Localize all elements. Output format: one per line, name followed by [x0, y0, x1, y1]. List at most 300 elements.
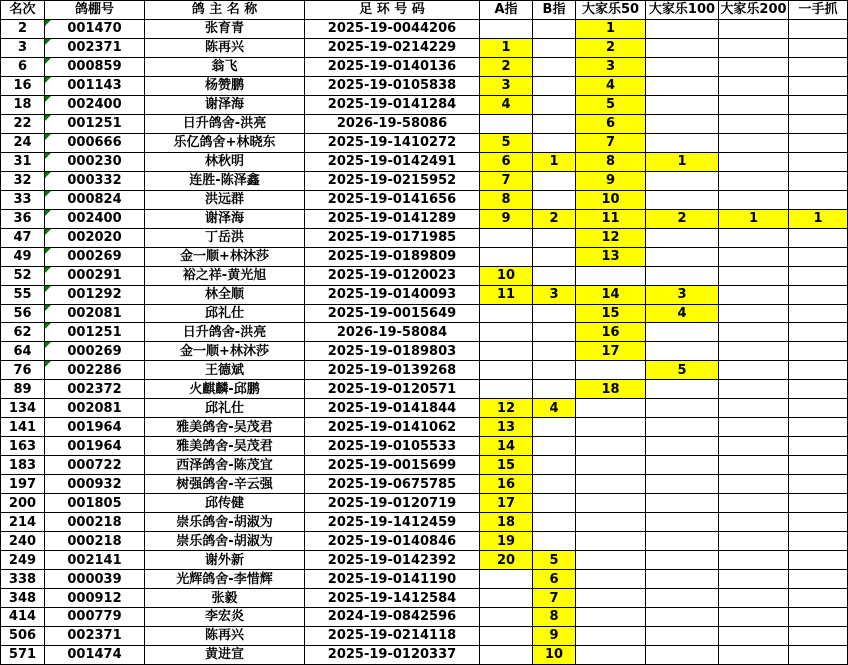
owner-cell[interactable]: 日升鸽舍-洪亮 — [145, 323, 305, 342]
col-header-owner[interactable]: 鸽 主 名 称 — [145, 1, 305, 20]
a-cell[interactable]: 13 — [480, 418, 533, 437]
d200-cell[interactable] — [719, 361, 789, 380]
a-cell[interactable] — [480, 589, 533, 608]
b-cell[interactable]: 6 — [533, 570, 576, 589]
col-header-a[interactable]: A指 — [480, 1, 533, 20]
loft-cell[interactable]: 001964 — [45, 418, 145, 437]
owner-cell[interactable]: 邱礼仕 — [145, 304, 305, 323]
d100-cell[interactable] — [646, 437, 719, 456]
b-cell[interactable] — [533, 228, 576, 247]
d200-cell[interactable] — [719, 608, 789, 627]
d50-cell[interactable] — [576, 570, 646, 589]
d200-cell[interactable] — [719, 418, 789, 437]
a-cell[interactable] — [480, 608, 533, 627]
ring-cell[interactable]: 2025-19-0141190 — [305, 570, 480, 589]
b-cell[interactable] — [533, 494, 576, 513]
loft-cell[interactable]: 002141 — [45, 551, 145, 570]
rank-cell[interactable]: 506 — [1, 626, 45, 645]
a-cell[interactable]: 10 — [480, 266, 533, 285]
loft-cell-with-flag-icon[interactable]: 001470 — [45, 19, 145, 38]
loft-cell-with-flag-icon[interactable]: 001292 — [45, 285, 145, 304]
a-cell[interactable] — [480, 114, 533, 133]
loft-cell-with-flag-icon[interactable]: 002020 — [45, 228, 145, 247]
ring-cell[interactable]: 2025-19-0120337 — [305, 645, 480, 664]
d50-cell[interactable] — [576, 608, 646, 627]
a-cell[interactable] — [480, 19, 533, 38]
a-cell[interactable]: 18 — [480, 513, 533, 532]
d100-cell[interactable] — [646, 589, 719, 608]
b-cell[interactable] — [533, 19, 576, 38]
hand-cell[interactable] — [789, 304, 848, 323]
a-cell[interactable]: 12 — [480, 399, 533, 418]
ring-cell[interactable]: 2025-19-0120719 — [305, 494, 480, 513]
loft-cell-with-flag-icon[interactable]: 000269 — [45, 342, 145, 361]
d100-cell[interactable] — [646, 133, 719, 152]
loft-cell[interactable]: 000932 — [45, 475, 145, 494]
b-cell[interactable] — [533, 475, 576, 494]
d200-cell[interactable] — [719, 285, 789, 304]
hand-cell[interactable] — [789, 190, 848, 209]
loft-cell-with-flag-icon[interactable]: 000824 — [45, 190, 145, 209]
d100-cell[interactable] — [646, 494, 719, 513]
b-cell[interactable] — [533, 418, 576, 437]
d200-cell[interactable] — [719, 645, 789, 664]
hand-cell[interactable] — [789, 19, 848, 38]
d100-cell[interactable] — [646, 532, 719, 551]
d100-cell[interactable] — [646, 266, 719, 285]
a-cell[interactable] — [480, 626, 533, 645]
owner-cell[interactable]: 张育青 — [145, 19, 305, 38]
d50-cell[interactable]: 16 — [576, 323, 646, 342]
ring-cell[interactable]: 2025-19-0140846 — [305, 532, 480, 551]
d200-cell[interactable] — [719, 532, 789, 551]
d100-cell[interactable] — [646, 399, 719, 418]
d200-cell[interactable] — [719, 437, 789, 456]
hand-cell[interactable] — [789, 361, 848, 380]
ring-cell[interactable]: 2026-19-58084 — [305, 323, 480, 342]
d50-cell[interactable] — [576, 645, 646, 664]
d100-cell[interactable]: 1 — [646, 152, 719, 171]
b-cell[interactable] — [533, 76, 576, 95]
ring-cell[interactable]: 2025-19-0140136 — [305, 57, 480, 76]
rank-cell[interactable]: 6 — [1, 57, 45, 76]
d200-cell[interactable] — [719, 133, 789, 152]
rank-cell[interactable]: 64 — [1, 342, 45, 361]
d200-cell[interactable] — [719, 475, 789, 494]
rank-cell[interactable]: 240 — [1, 532, 45, 551]
d100-cell[interactable] — [646, 626, 719, 645]
loft-cell[interactable]: 000722 — [45, 456, 145, 475]
owner-cell[interactable]: 金一顺+林沐莎 — [145, 342, 305, 361]
d50-cell[interactable] — [576, 361, 646, 380]
d200-cell[interactable] — [719, 456, 789, 475]
loft-cell-with-flag-icon[interactable]: 000332 — [45, 171, 145, 190]
d100-cell[interactable] — [646, 228, 719, 247]
rank-cell[interactable]: 2 — [1, 19, 45, 38]
loft-cell[interactable]: 001805 — [45, 494, 145, 513]
hand-cell[interactable] — [789, 38, 848, 57]
d100-cell[interactable]: 3 — [646, 285, 719, 304]
hand-cell[interactable] — [789, 247, 848, 266]
a-cell[interactable]: 5 — [480, 133, 533, 152]
ring-cell[interactable]: 2025-19-0044206 — [305, 19, 480, 38]
owner-cell[interactable]: 陈再兴 — [145, 38, 305, 57]
ring-cell[interactable]: 2025-19-0015649 — [305, 304, 480, 323]
d50-cell[interactable] — [576, 399, 646, 418]
rank-cell[interactable]: 22 — [1, 114, 45, 133]
rank-cell[interactable]: 55 — [1, 285, 45, 304]
b-cell[interactable] — [533, 190, 576, 209]
b-cell[interactable] — [533, 266, 576, 285]
d100-cell[interactable] — [646, 114, 719, 133]
d200-cell[interactable] — [719, 399, 789, 418]
d200-cell[interactable] — [719, 304, 789, 323]
loft-cell-with-flag-icon[interactable]: 000269 — [45, 247, 145, 266]
owner-cell[interactable]: 黄进宣 — [145, 645, 305, 664]
hand-cell[interactable] — [789, 437, 848, 456]
loft-cell[interactable]: 002371 — [45, 626, 145, 645]
rank-cell[interactable]: 89 — [1, 380, 45, 399]
d200-cell[interactable] — [719, 323, 789, 342]
a-cell[interactable] — [480, 570, 533, 589]
col-header-hand[interactable]: 一手抓 — [789, 1, 848, 20]
loft-cell[interactable]: 001474 — [45, 645, 145, 664]
hand-cell[interactable] — [789, 342, 848, 361]
a-cell[interactable]: 19 — [480, 532, 533, 551]
d100-cell[interactable] — [646, 38, 719, 57]
d100-cell[interactable] — [646, 57, 719, 76]
d50-cell[interactable]: 11 — [576, 209, 646, 228]
b-cell[interactable] — [533, 114, 576, 133]
owner-cell[interactable]: 谢泽海 — [145, 95, 305, 114]
d100-cell[interactable] — [646, 513, 719, 532]
ring-cell[interactable]: 2025-19-0675785 — [305, 475, 480, 494]
d50-cell[interactable]: 12 — [576, 228, 646, 247]
ring-cell[interactable]: 2025-19-0140093 — [305, 285, 480, 304]
b-cell[interactable] — [533, 380, 576, 399]
a-cell[interactable]: 1 — [480, 38, 533, 57]
d50-cell[interactable] — [576, 589, 646, 608]
owner-cell[interactable]: 林秋明 — [145, 152, 305, 171]
d200-cell[interactable] — [719, 152, 789, 171]
rank-cell[interactable]: 33 — [1, 190, 45, 209]
hand-cell[interactable] — [789, 228, 848, 247]
d200-cell[interactable] — [719, 38, 789, 57]
owner-cell[interactable]: 乐亿鸽舍+林晓东 — [145, 133, 305, 152]
hand-cell[interactable]: 1 — [789, 209, 848, 228]
b-cell[interactable] — [533, 361, 576, 380]
b-cell[interactable] — [533, 532, 576, 551]
hand-cell[interactable] — [789, 399, 848, 418]
rank-cell[interactable]: 348 — [1, 589, 45, 608]
d100-cell[interactable] — [646, 190, 719, 209]
b-cell[interactable] — [533, 304, 576, 323]
b-cell[interactable] — [533, 95, 576, 114]
loft-cell-with-flag-icon[interactable]: 000666 — [45, 133, 145, 152]
b-cell[interactable]: 9 — [533, 626, 576, 645]
d200-cell[interactable] — [719, 551, 789, 570]
d50-cell[interactable]: 4 — [576, 76, 646, 95]
d200-cell[interactable] — [719, 171, 789, 190]
d50-cell[interactable] — [576, 475, 646, 494]
loft-cell-with-flag-icon[interactable]: 001251 — [45, 323, 145, 342]
hand-cell[interactable] — [789, 494, 848, 513]
ring-cell[interactable]: 2025-19-0105838 — [305, 76, 480, 95]
d200-cell[interactable] — [719, 342, 789, 361]
loft-cell[interactable]: 000218 — [45, 513, 145, 532]
a-cell[interactable] — [480, 645, 533, 664]
ring-cell[interactable]: 2024-19-0842596 — [305, 608, 480, 627]
rank-cell[interactable]: 76 — [1, 361, 45, 380]
col-header-loft[interactable]: 鸽棚号 — [45, 1, 145, 20]
ring-cell[interactable]: 2025-19-0142392 — [305, 551, 480, 570]
ring-cell[interactable]: 2025-19-0215952 — [305, 171, 480, 190]
ring-cell[interactable]: 2025-19-0189809 — [305, 247, 480, 266]
d100-cell[interactable] — [646, 551, 719, 570]
col-header-rank[interactable]: 名次 — [1, 1, 45, 20]
d50-cell[interactable]: 10 — [576, 190, 646, 209]
rank-cell[interactable]: 56 — [1, 304, 45, 323]
rank-cell[interactable]: 49 — [1, 247, 45, 266]
d200-cell[interactable] — [719, 626, 789, 645]
b-cell[interactable]: 1 — [533, 152, 576, 171]
d200-cell[interactable] — [719, 19, 789, 38]
loft-cell-with-flag-icon[interactable]: 002081 — [45, 304, 145, 323]
ring-cell[interactable]: 2025-19-0141289 — [305, 209, 480, 228]
rank-cell[interactable]: 183 — [1, 456, 45, 475]
owner-cell[interactable]: 翁飞 — [145, 57, 305, 76]
ring-cell[interactable]: 2025-19-0141844 — [305, 399, 480, 418]
d100-cell[interactable] — [646, 323, 719, 342]
rank-cell[interactable]: 214 — [1, 513, 45, 532]
d100-cell[interactable] — [646, 456, 719, 475]
col-header-d50[interactable]: 大家乐50 — [576, 1, 646, 20]
loft-cell[interactable]: 000039 — [45, 570, 145, 589]
hand-cell[interactable] — [789, 645, 848, 664]
a-cell[interactable]: 11 — [480, 285, 533, 304]
hand-cell[interactable] — [789, 285, 848, 304]
d100-cell[interactable] — [646, 247, 719, 266]
rank-cell[interactable]: 141 — [1, 418, 45, 437]
owner-cell[interactable]: 谢泽海 — [145, 209, 305, 228]
b-cell[interactable]: 2 — [533, 209, 576, 228]
d50-cell[interactable] — [576, 494, 646, 513]
rank-cell[interactable]: 338 — [1, 570, 45, 589]
b-cell[interactable] — [533, 437, 576, 456]
d100-cell[interactable]: 4 — [646, 304, 719, 323]
owner-cell[interactable]: 树强鸽舍-辛云强 — [145, 475, 305, 494]
d100-cell[interactable] — [646, 475, 719, 494]
loft-cell[interactable]: 002081 — [45, 399, 145, 418]
a-cell[interactable]: 6 — [480, 152, 533, 171]
rank-cell[interactable]: 571 — [1, 645, 45, 664]
loft-cell-with-flag-icon[interactable]: 002371 — [45, 38, 145, 57]
d50-cell[interactable]: 18 — [576, 380, 646, 399]
b-cell[interactable] — [533, 342, 576, 361]
d100-cell[interactable] — [646, 608, 719, 627]
loft-cell[interactable]: 000779 — [45, 608, 145, 627]
hand-cell[interactable] — [789, 456, 848, 475]
a-cell[interactable]: 16 — [480, 475, 533, 494]
loft-cell-with-flag-icon[interactable]: 000230 — [45, 152, 145, 171]
b-cell[interactable] — [533, 323, 576, 342]
owner-cell[interactable]: 连胜-陈泽鑫 — [145, 171, 305, 190]
ring-cell[interactable]: 2025-19-0120023 — [305, 266, 480, 285]
d200-cell[interactable] — [719, 570, 789, 589]
d50-cell[interactable]: 1 — [576, 19, 646, 38]
ring-cell[interactable]: 2025-19-0214229 — [305, 38, 480, 57]
rank-cell[interactable]: 16 — [1, 76, 45, 95]
hand-cell[interactable] — [789, 323, 848, 342]
ring-cell[interactable]: 2025-19-0105533 — [305, 437, 480, 456]
rank-cell[interactable]: 163 — [1, 437, 45, 456]
d50-cell[interactable] — [576, 513, 646, 532]
loft-cell-with-flag-icon[interactable]: 002286 — [45, 361, 145, 380]
b-cell[interactable]: 10 — [533, 645, 576, 664]
d100-cell[interactable] — [646, 19, 719, 38]
owner-cell[interactable]: 谢外新 — [145, 551, 305, 570]
d50-cell[interactable]: 7 — [576, 133, 646, 152]
rank-cell[interactable]: 62 — [1, 323, 45, 342]
loft-cell-with-flag-icon[interactable]: 000291 — [45, 266, 145, 285]
b-cell[interactable] — [533, 57, 576, 76]
loft-cell[interactable]: 002372 — [45, 380, 145, 399]
col-header-b[interactable]: B指 — [533, 1, 576, 20]
hand-cell[interactable] — [789, 626, 848, 645]
d50-cell[interactable] — [576, 456, 646, 475]
hand-cell[interactable] — [789, 570, 848, 589]
b-cell[interactable]: 7 — [533, 589, 576, 608]
b-cell[interactable]: 4 — [533, 399, 576, 418]
a-cell[interactable] — [480, 342, 533, 361]
ring-cell[interactable]: 2025-19-0139268 — [305, 361, 480, 380]
d50-cell[interactable] — [576, 532, 646, 551]
owner-cell[interactable]: 雅美鸽舍-吴茂君 — [145, 418, 305, 437]
a-cell[interactable]: 2 — [480, 57, 533, 76]
d50-cell[interactable]: 15 — [576, 304, 646, 323]
owner-cell[interactable]: 西泽鸽舍-陈茂宜 — [145, 456, 305, 475]
owner-cell[interactable]: 李宏炎 — [145, 608, 305, 627]
b-cell[interactable]: 3 — [533, 285, 576, 304]
b-cell[interactable] — [533, 38, 576, 57]
hand-cell[interactable] — [789, 171, 848, 190]
b-cell[interactable]: 8 — [533, 608, 576, 627]
d200-cell[interactable] — [719, 95, 789, 114]
d50-cell[interactable] — [576, 551, 646, 570]
d50-cell[interactable]: 14 — [576, 285, 646, 304]
b-cell[interactable] — [533, 171, 576, 190]
d50-cell[interactable]: 5 — [576, 95, 646, 114]
rank-cell[interactable]: 31 — [1, 152, 45, 171]
a-cell[interactable]: 14 — [480, 437, 533, 456]
owner-cell[interactable]: 金一顺+林沐莎 — [145, 247, 305, 266]
d200-cell[interactable] — [719, 589, 789, 608]
ring-cell[interactable]: 2025-19-1412584 — [305, 589, 480, 608]
d50-cell[interactable]: 6 — [576, 114, 646, 133]
hand-cell[interactable] — [789, 95, 848, 114]
loft-cell-with-flag-icon[interactable]: 002400 — [45, 209, 145, 228]
a-cell[interactable] — [480, 304, 533, 323]
a-cell[interactable]: 4 — [480, 95, 533, 114]
hand-cell[interactable] — [789, 513, 848, 532]
hand-cell[interactable] — [789, 608, 848, 627]
owner-cell[interactable]: 林全顺 — [145, 285, 305, 304]
ring-cell[interactable]: 2025-19-0141284 — [305, 95, 480, 114]
owner-cell[interactable]: 崇乐鸽舍-胡淑为 — [145, 532, 305, 551]
ring-cell[interactable]: 2025-19-0142491 — [305, 152, 480, 171]
ring-cell[interactable]: 2025-19-0120571 — [305, 380, 480, 399]
ring-cell[interactable]: 2025-19-0015699 — [305, 456, 480, 475]
hand-cell[interactable] — [789, 114, 848, 133]
owner-cell[interactable]: 张毅 — [145, 589, 305, 608]
rank-cell[interactable]: 414 — [1, 608, 45, 627]
ring-cell[interactable]: 2025-19-0189803 — [305, 342, 480, 361]
d100-cell[interactable]: 2 — [646, 209, 719, 228]
d100-cell[interactable] — [646, 95, 719, 114]
d100-cell[interactable] — [646, 380, 719, 399]
rank-cell[interactable]: 52 — [1, 266, 45, 285]
rank-cell[interactable]: 3 — [1, 38, 45, 57]
d50-cell[interactable]: 9 — [576, 171, 646, 190]
hand-cell[interactable] — [789, 76, 848, 95]
loft-cell[interactable]: 000912 — [45, 589, 145, 608]
d200-cell[interactable] — [719, 380, 789, 399]
d100-cell[interactable] — [646, 645, 719, 664]
d200-cell[interactable] — [719, 228, 789, 247]
loft-cell-with-flag-icon[interactable]: 001251 — [45, 114, 145, 133]
loft-cell[interactable]: 001964 — [45, 437, 145, 456]
a-cell[interactable] — [480, 361, 533, 380]
d50-cell[interactable] — [576, 266, 646, 285]
d50-cell[interactable]: 13 — [576, 247, 646, 266]
a-cell[interactable]: 7 — [480, 171, 533, 190]
ring-cell[interactable]: 2025-19-0214118 — [305, 626, 480, 645]
rank-cell[interactable]: 18 — [1, 95, 45, 114]
hand-cell[interactable] — [789, 589, 848, 608]
b-cell[interactable]: 5 — [533, 551, 576, 570]
d200-cell[interactable] — [719, 57, 789, 76]
owner-cell[interactable]: 邱传健 — [145, 494, 305, 513]
b-cell[interactable] — [533, 247, 576, 266]
hand-cell[interactable] — [789, 418, 848, 437]
d200-cell[interactable] — [719, 494, 789, 513]
d100-cell[interactable] — [646, 570, 719, 589]
hand-cell[interactable] — [789, 133, 848, 152]
d50-cell[interactable] — [576, 418, 646, 437]
hand-cell[interactable] — [789, 551, 848, 570]
ring-cell[interactable]: 2025-19-0171985 — [305, 228, 480, 247]
a-cell[interactable]: 8 — [480, 190, 533, 209]
rank-cell[interactable]: 197 — [1, 475, 45, 494]
ring-cell[interactable]: 2026-19-58086 — [305, 114, 480, 133]
col-header-ring[interactable]: 足 环 号 码 — [305, 1, 480, 20]
ring-cell[interactable]: 2025-19-0141062 — [305, 418, 480, 437]
d200-cell[interactable] — [719, 190, 789, 209]
hand-cell[interactable] — [789, 380, 848, 399]
d200-cell[interactable]: 1 — [719, 209, 789, 228]
d200-cell[interactable] — [719, 513, 789, 532]
rank-cell[interactable]: 24 — [1, 133, 45, 152]
a-cell[interactable]: 3 — [480, 76, 533, 95]
d50-cell[interactable]: 8 — [576, 152, 646, 171]
a-cell[interactable]: 20 — [480, 551, 533, 570]
ring-cell[interactable]: 2025-19-0141656 — [305, 190, 480, 209]
d50-cell[interactable]: 2 — [576, 38, 646, 57]
a-cell[interactable]: 9 — [480, 209, 533, 228]
owner-cell[interactable]: 杨赞鹏 — [145, 76, 305, 95]
hand-cell[interactable] — [789, 266, 848, 285]
hand-cell[interactable] — [789, 532, 848, 551]
